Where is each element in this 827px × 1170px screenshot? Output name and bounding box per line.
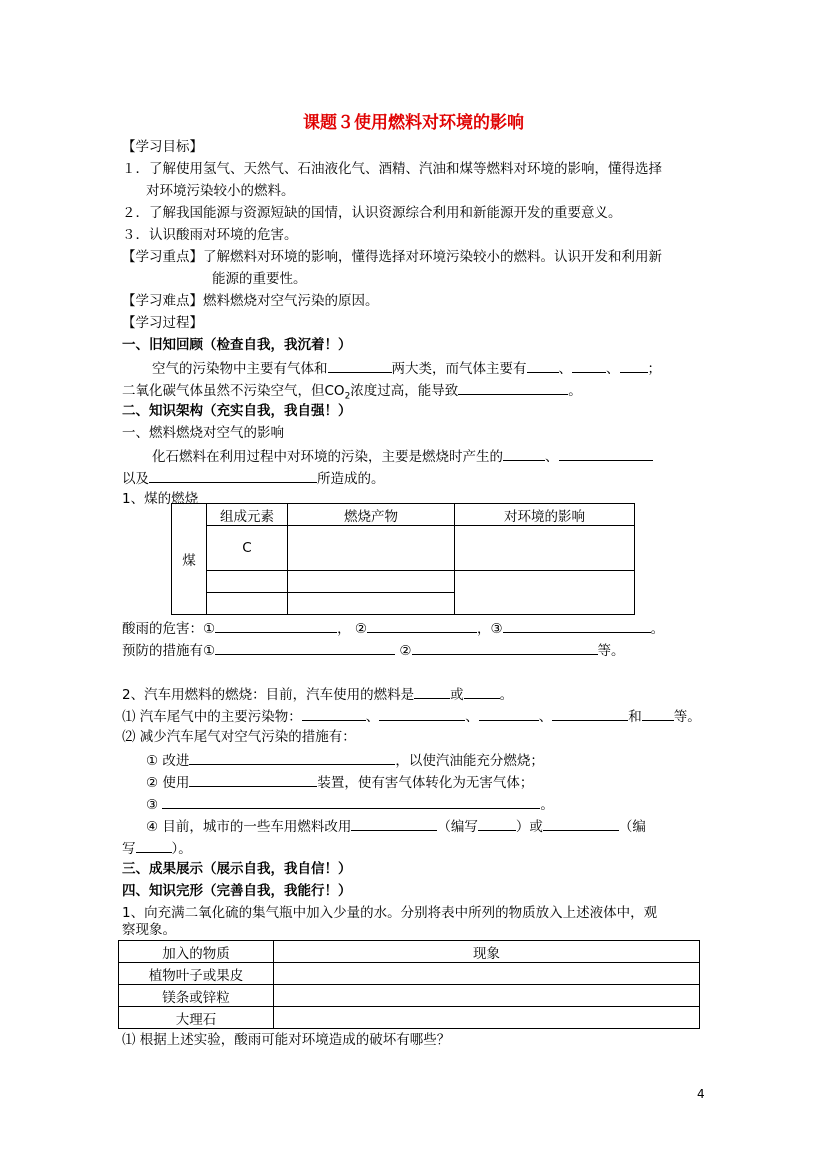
difficulty-heading: 【学习难点】 <box>122 293 203 309</box>
acid-rain-line: 酸雨的危害：① ， ② ，③ 。 <box>122 618 664 638</box>
blank[interactable] <box>478 816 516 831</box>
blank[interactable] <box>189 772 317 787</box>
blank[interactable] <box>414 684 450 699</box>
blank[interactable] <box>458 380 568 395</box>
goal-1: １．了解使用氢气、天然气、石油液化气、酒精、汽油和煤等燃料对环境的影响，懂得选择 <box>122 161 662 177</box>
coal-heading: 1、煤的燃烧 <box>122 491 199 507</box>
etc-text: 等。 <box>597 643 625 659</box>
blank[interactable] <box>215 618 337 633</box>
blank[interactable] <box>162 794 540 809</box>
section-3-heading: 三、成果展示（展示自我，我自信！） <box>122 861 352 877</box>
obs-cell[interactable] <box>274 985 700 1007</box>
measure-4-text-e: 写 <box>122 841 136 857</box>
measure-1 <box>146 750 544 770</box>
blank[interactable] <box>527 358 559 373</box>
fossil-text-3: 所造成的。 <box>317 471 385 487</box>
car-text: 2、汽车用燃料的燃烧：目前，汽车使用的燃料是 <box>122 687 415 703</box>
measure-3: ③ 。 <box>146 794 554 814</box>
blank[interactable] <box>136 838 172 853</box>
coal-cell[interactable] <box>288 570 455 592</box>
measure-1-text: ① 改进 <box>146 753 190 769</box>
coal-cell[interactable] <box>455 570 635 614</box>
goal-2: ２．了解我国能源与资源短缺的国情，认识资源综合利用和新能源开发的重要意义。 <box>122 205 622 221</box>
blank[interactable] <box>479 706 539 721</box>
measure-2 <box>146 772 533 792</box>
measure-4-text-c: ）或 <box>515 819 543 835</box>
acid-text-2: ， ② <box>337 621 368 637</box>
or-text: 或 <box>450 687 464 703</box>
measure-4-text-d: （编 <box>618 819 646 835</box>
blank[interactable] <box>503 446 545 461</box>
obs-substance: 镁条或锌粒 <box>119 985 274 1007</box>
blank[interactable] <box>379 706 465 721</box>
measure-4-text: ④ 目前，城市的一些车用燃料改用 <box>146 819 352 835</box>
etc-text: 等。 <box>673 709 701 725</box>
blank[interactable] <box>149 468 317 483</box>
coal-cell[interactable] <box>455 526 635 570</box>
coal-cell[interactable] <box>288 592 455 614</box>
blank[interactable] <box>464 684 500 699</box>
acid-text-3: ，③ <box>477 621 503 637</box>
coal-cell: C <box>207 526 288 570</box>
car-pollutants-line: ⑴ 汽车尾气中的主要污染物： 、 、 、 和 等。 <box>122 706 701 726</box>
process-heading: 【学习过程】 <box>122 315 203 331</box>
review-text-b: 两大类，而气体主要有 <box>391 361 527 377</box>
fossil-text: 化石燃料在利用过程中对环境的污染，主要是燃烧时产生的 <box>152 449 503 465</box>
blank[interactable] <box>367 618 477 633</box>
page-number: 4 <box>697 1087 705 1101</box>
blank[interactable] <box>302 706 366 721</box>
obs-substance: 大理石 <box>119 1007 274 1029</box>
question-1: 1、向充满二氧化硫的集气瓶中加入少量的水。分别将表中所列的物质放入上述液体中，观 <box>122 905 658 921</box>
observation-table <box>118 940 700 1029</box>
goals-heading: 【学习目标】 <box>122 139 203 155</box>
obs-substance: 植物叶子或果皮 <box>119 963 274 985</box>
subsection-1: 一、燃料燃烧对空气的影响 <box>122 425 284 441</box>
obs-cell[interactable] <box>274 963 700 985</box>
blank[interactable] <box>552 706 628 721</box>
question-1-cont: 察现象。 <box>122 922 176 938</box>
prevent-text: 预防的措施有① <box>122 643 216 659</box>
car-heading: 2、汽车用燃料的燃烧：目前，汽车使用的燃料是 或 。 <box>122 684 513 704</box>
measure-2-text: ② 使用 <box>146 775 190 791</box>
coal-col-header: 组成元素 <box>207 504 288 526</box>
coal-cell[interactable] <box>207 592 288 614</box>
review-text-a: 空气的污染物中主要有气体和 <box>152 361 328 377</box>
obs-cell[interactable] <box>274 1007 700 1029</box>
blank[interactable] <box>215 640 395 655</box>
fossil-text-2: 以及 <box>122 471 149 487</box>
key-text-cont: 能源的重要性。 <box>212 271 307 287</box>
page-title: 课题３使用燃料对环境的影响 <box>303 113 524 133</box>
blank[interactable] <box>503 618 651 633</box>
coal-cell[interactable] <box>288 526 455 570</box>
section-1-heading: 一、旧知回顾（检查自我，我沉着！） <box>122 337 352 353</box>
difficulty <box>122 292 379 310</box>
blank[interactable] <box>559 446 653 461</box>
acid-text: 酸雨的危害：① <box>122 621 216 637</box>
obs-col-header: 现象 <box>274 941 700 963</box>
pollutants-text: ⑴ 汽车尾气中的主要污染物： <box>122 709 302 725</box>
coal-cell[interactable] <box>207 570 288 592</box>
measure-4 <box>146 816 646 836</box>
measures-heading: ⑵ 减少汽车尾气对空气污染的措施有： <box>122 729 356 745</box>
review-text-d: 浓度过高，能导致 <box>350 383 459 399</box>
fossil-line-1: 化石燃料在利用过程中对环境的污染，主要是燃烧时产生的 、 <box>152 446 653 466</box>
coal-table <box>171 503 635 615</box>
measure-2-text-b: 装置，使有害气体转化为无害气体； <box>317 775 534 791</box>
measure-4-cont <box>122 838 192 858</box>
blank[interactable] <box>189 750 395 765</box>
subscript-2: 2 <box>344 391 351 402</box>
coal-col-header: 对环境的影响 <box>455 504 635 526</box>
review-line-2: 二氧化碳气体虽然不污染空气，但$CO_2$浓度过高，能导致 。 <box>122 380 582 406</box>
blank[interactable] <box>620 358 648 373</box>
prevent-text-2: ② <box>399 643 412 659</box>
blank[interactable] <box>543 816 619 831</box>
blank[interactable] <box>412 640 598 655</box>
fossil-line-2 <box>122 468 385 488</box>
difficulty-text: 燃料燃烧对空气污染的原因。 <box>203 293 379 309</box>
goal-1-cont: 对环境污染较小的燃料。 <box>146 183 295 199</box>
key-heading: 【学习重点】 <box>122 249 203 265</box>
section-2-heading: 二、知识架构（充实自我，我自强！） <box>122 403 352 419</box>
and-text: 和 <box>628 709 642 725</box>
measure-3-text: ③ <box>146 797 159 813</box>
review-line-1: 空气的污染物中主要有气体和 两大类，而气体主要有 、 、 ； <box>152 358 661 378</box>
prevention-line <box>122 640 625 660</box>
coal-row-label: 煤 <box>172 504 207 615</box>
question-1-sub: ⑴ 根据上述实验，酸雨可能对环境造成的破坏有哪些？ <box>122 1032 451 1048</box>
measure-1-text-b: ，以使汽油能充分燃烧； <box>395 753 544 769</box>
coal-col-header: 燃烧产物 <box>288 504 455 526</box>
section-4-heading: 四、知识完形（完善自我，我能行！） <box>122 883 352 899</box>
blank[interactable] <box>328 358 392 373</box>
key-text: 了解燃料对环境的影响，懂得选择对环境污染较小的燃料。认识开发和利用新 <box>203 249 662 265</box>
review-text-c: 二氧化碳气体虽然不污染空气，但CO <box>122 383 345 399</box>
blank[interactable] <box>572 358 606 373</box>
goal-3: ３．认识酸雨对环境的危害。 <box>122 227 298 243</box>
blank[interactable] <box>642 706 674 721</box>
obs-col-header: 加入的物质 <box>119 941 274 963</box>
blank[interactable] <box>351 816 437 831</box>
measure-4-text-f: ）。 <box>171 841 192 857</box>
key-points <box>122 248 662 266</box>
measure-4-text-b: （编写 <box>437 819 478 835</box>
